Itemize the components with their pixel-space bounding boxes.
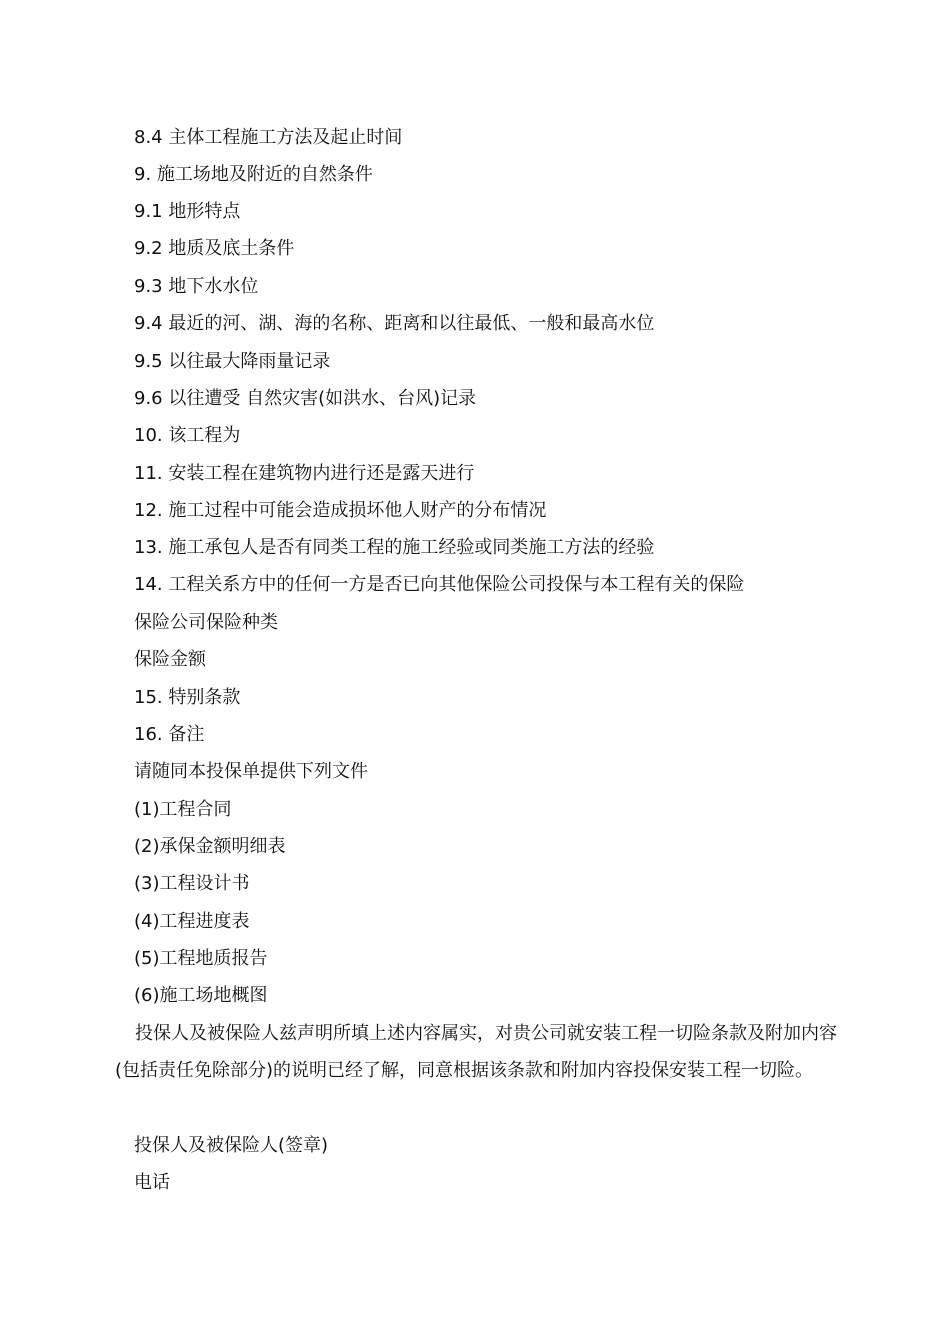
list-item: 14. 工程关系方中的任何一方是否已向其他保险公司投保与本工程有关的保险 (134, 574, 745, 595)
list-item: 8.4 主体工程施工方法及起止时间 (134, 127, 403, 148)
list-item: (1)工程合同 (134, 799, 232, 820)
list-item: 11. 安装工程在建筑物内进行还是露天进行 (134, 463, 475, 484)
list-item: (5)工程地质报告 (134, 948, 268, 969)
list-item: 保险公司保险种类 (134, 612, 278, 633)
list-item: (2)承保金额明细表 (134, 836, 286, 857)
list-item: (6)施工场地概图 (134, 985, 268, 1006)
list-item: 请随同本投保单提供下列文件 (134, 761, 368, 782)
declaration-paragraph: 投保人及被保险人兹声明所填上述内容属实，对贵公司就安装工程一切险条款及附加内容(包括责任免除部分)的说明已经了解，同意根据该条款和附加内容投保安装工程一切险。 (115, 1023, 837, 1081)
signature-label: 投保人及被保险人(签章) (134, 1135, 329, 1156)
phone-label: 电话 (134, 1172, 170, 1193)
list-item: 9.1 地形特点 (134, 201, 241, 222)
list-item: 9.5 以往最大降雨量记录 (134, 351, 331, 372)
list-item: 9.2 地质及底土条件 (134, 238, 295, 259)
list-item: 9.3 地下水水位 (134, 276, 259, 297)
list-item: 13. 施工承包人是否有同类工程的施工经验或同类施工方法的经验 (134, 537, 655, 558)
list-item: (4)工程进度表 (134, 911, 250, 932)
list-item: (3)工程设计书 (134, 873, 250, 894)
list-item: 12. 施工过程中可能会造成损坏他人财产的分布情况 (134, 500, 547, 521)
list-item: 10. 该工程为 (134, 425, 241, 446)
list-item: 9.4 最近的河、湖、海的名称、距离和以往最低、一般和最高水位 (134, 313, 655, 334)
list-item: 9. 施工场地及附近的自然条件 (134, 164, 373, 185)
list-item: 16. 备注 (134, 724, 205, 745)
list-item: 9.6 以往遭受 自然灾害(如洪水、台风)记录 (134, 388, 477, 409)
list-item: 保险金额 (134, 649, 206, 670)
list-item: 15. 特别条款 (134, 687, 241, 708)
